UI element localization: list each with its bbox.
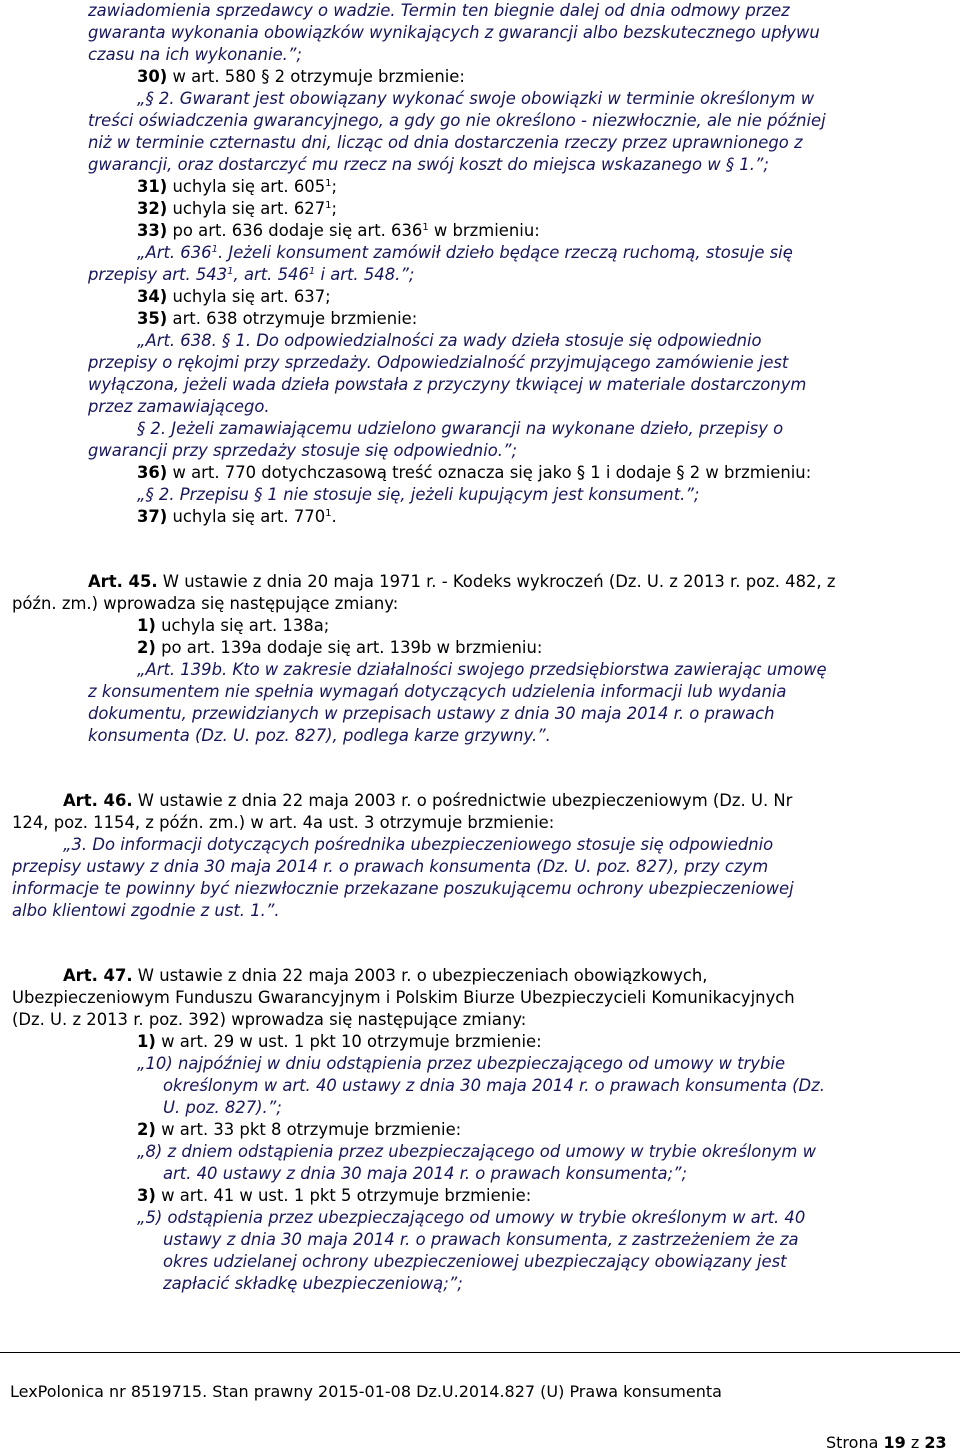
text-line <box>88 374 806 396</box>
superscript: 1 <box>325 508 332 519</box>
item-number: 36) <box>137 463 168 482</box>
item-number: 37) <box>137 507 168 526</box>
text-run: „Art. 636 <box>137 243 212 262</box>
superscript: 1 <box>325 178 332 189</box>
superscript: 1 <box>211 244 218 255</box>
text-run: zawiadomienia sprzedawcy o wadzie. Termin ten biegnie dalej od dnia odmowy przez <box>88 1 790 20</box>
page-number-total: 23 <box>924 1433 947 1452</box>
superscript: 1 <box>308 266 316 277</box>
text-line <box>137 176 337 198</box>
text-line <box>88 154 769 176</box>
superscript: 1 <box>325 200 332 211</box>
text-run: „§ 2. Przepisu § 1 nie stosuje się, jeżeli kupującym jest konsument.”; <box>137 485 700 504</box>
text-run: zapłacić składkę ubezpieczeniową;”; <box>163 1274 463 1293</box>
text-line <box>137 66 465 88</box>
text-line <box>88 44 302 66</box>
text-line <box>88 440 517 462</box>
text-line <box>63 834 773 856</box>
item-number: 2) <box>137 1120 156 1139</box>
text-line <box>12 900 280 922</box>
text-run: uchyla się art. 605 <box>167 177 326 196</box>
text-run: . Jeżeli konsument zamówił dzieło będące rzeczą ruchomą, stosuje się <box>217 243 793 262</box>
text-line <box>137 1119 461 1141</box>
text-line <box>137 659 827 681</box>
text-run: uchyla się art. 138a; <box>155 616 330 635</box>
superscript: 1 <box>422 222 429 233</box>
text-run: . <box>331 507 337 526</box>
footer-source-text: LexPolonica nr 8519715. Stan prawny 2015-01-08 Dz.U.2014.827 (U) Prawa konsumenta <box>10 1382 722 1401</box>
page-number <box>826 1433 947 1452</box>
text-run: 124, poz. 1154, z późn. zm.) w art. 4a ust. 3 otrzymuje brzmienie: <box>12 813 555 832</box>
text-line <box>88 703 775 725</box>
text-run: w brzmieniu: <box>428 221 540 240</box>
item-number: 2) <box>137 638 156 657</box>
text-run: po art. 636 dodaje się art. 636 <box>167 221 423 240</box>
text-line <box>137 1053 785 1075</box>
text-line <box>137 484 699 506</box>
text-run: uchyla się art. 637; <box>167 287 331 306</box>
text-line <box>88 352 788 374</box>
item-number: 32) <box>137 199 168 218</box>
text-line <box>88 396 270 418</box>
text-run: U. poz. 827).”; <box>163 1098 282 1117</box>
text-line <box>137 242 793 264</box>
text-run: W ustawie z dnia 22 maja 2003 r. o pośrednictwie ubezpieczeniowym (Dz. U. Nr <box>132 791 793 810</box>
item-number: 3) <box>137 1186 156 1205</box>
text-line <box>163 1075 825 1097</box>
text-run: „5) odstąpienia przez ubezpieczającego od umowy w trybie określonym w art. 40 <box>137 1208 806 1227</box>
item-number: Art. 46. <box>63 791 133 810</box>
text-run: gwarancji przy sprzedaży stosuje się odpowiednio.”; <box>88 441 518 460</box>
item-number: Art. 47. <box>63 966 133 985</box>
item-number: 31) <box>137 177 168 196</box>
text-run: „10) najpóźniej w dniu odstąpienia przez ubezpieczającego od umowy w trybie <box>137 1054 786 1073</box>
text-line <box>163 1229 799 1251</box>
item-number: 1) <box>137 1032 156 1051</box>
text-run: albo klientowi zgodnie z ust. 1.”. <box>12 901 280 920</box>
page-number-prefix: Strona <box>826 1433 884 1452</box>
text-line <box>88 571 835 593</box>
text-run: przepisy ustawy z dnia 30 maja 2014 r. o prawach konsumenta (Dz. U. poz. 827), przy czym <box>12 857 769 876</box>
text-line <box>12 987 795 1009</box>
item-number: 1) <box>137 616 156 635</box>
text-run: „Art. 139b. Kto w zakresie działalności swojego przedsiębiorstwa zawierając umowę <box>137 660 827 679</box>
text-run: gwarancji, oraz dostarczyć mu rzecz na swój koszt do miejsca wskazanego w § 1.”; <box>88 155 769 174</box>
text-run: uchyla się art. 627 <box>167 199 326 218</box>
text-line <box>137 1207 805 1229</box>
text-line <box>137 418 783 440</box>
text-line <box>137 1141 816 1163</box>
text-run: późn. zm.) wprowadza się następujące zmiany: <box>12 594 399 613</box>
text-run: § 2. Jeżeli zamawiającemu udzielono gwarancji na wykonane dzieło, przepisy o <box>137 419 784 438</box>
text-line <box>137 286 331 308</box>
text-line <box>12 1009 526 1031</box>
text-run: uchyla się art. 770 <box>167 507 326 526</box>
text-run: „Art. 638. § 1. Do odpowiedzialności za wady dzieła stosuje się odpowiednio <box>137 331 762 350</box>
text-line <box>88 132 803 154</box>
text-run: określonym w art. 40 ustawy z dnia 30 maja 2014 r. o prawach konsumenta (Dz. <box>163 1076 825 1095</box>
text-run: „3. Do informacji dotyczących pośrednika ubezpieczeniowego stosuje się odpowiednio <box>63 835 774 854</box>
text-run: wyłączona, jeżeli wada dzieła powstała z przyczyny tkwiącej w materiale dostarczonym <box>88 375 807 394</box>
text-run: Ubezpieczeniowym Funduszu Gwarancyjnym i Polskim Biurze Ubezpieczycieli Komunikacyjnych <box>12 988 795 1007</box>
text-run: przez zamawiającego. <box>88 397 270 416</box>
text-line <box>137 308 417 330</box>
text-line <box>163 1097 282 1119</box>
text-run: czasu na ich wykonanie.”; <box>88 45 302 64</box>
text-line <box>88 0 790 22</box>
text-line <box>12 878 794 900</box>
text-line <box>163 1163 687 1185</box>
text-run: z konsumentem nie spełnia wymagań dotyczących udzielenia informacji lub wydania <box>88 682 787 701</box>
text-line <box>137 1185 531 1207</box>
text-run: ; <box>331 199 338 218</box>
text-run: w art. 770 dotychczasową treść oznacza się jako § 1 i dodaje § 2 w brzmieniu: <box>167 463 812 482</box>
text-line <box>137 1031 542 1053</box>
text-run: konsumenta (Dz. U. poz. 827), podlega karze grzywny.”. <box>88 726 551 745</box>
text-run: przepisy art. 543 <box>88 265 228 284</box>
text-line <box>88 110 826 132</box>
text-run: treści oświadczenia gwarancyjnego, a gdy go nie określono - niezwłocznie, ale nie później <box>88 111 826 130</box>
text-line <box>137 88 814 110</box>
page-number-separator: z <box>905 1433 925 1452</box>
text-run: ustawy z dnia 30 maja 2014 r. o prawach konsumenta, z zastrzeżeniem że za <box>163 1230 799 1249</box>
text-line <box>88 725 551 747</box>
text-run: niż w terminie czternastu dni, licząc od dnia dostarczenia rzeczy przez uprawnionego z <box>88 133 803 152</box>
text-line <box>88 681 786 703</box>
text-line <box>163 1251 787 1273</box>
text-line <box>163 1273 463 1295</box>
text-line <box>63 790 792 812</box>
text-run: w art. 580 § 2 otrzymuje brzmienie: <box>167 67 465 86</box>
text-run: przepisy o rękojmi przy sprzedaży. Odpowiedzialność przyjmującego zamówienie jest <box>88 353 789 372</box>
text-run: , art. 546 <box>233 265 309 284</box>
text-line <box>137 506 337 528</box>
text-run: po art. 139a dodaje się art. 139b w brzmieniu: <box>155 638 543 657</box>
text-line <box>12 812 554 834</box>
text-run: informacje te powinny być niezwłocznie przekazane poszukującemu ochrony ubezpieczeniowej <box>12 879 794 898</box>
text-line <box>137 330 762 352</box>
text-run: w art. 33 pkt 8 otrzymuje brzmienie: <box>155 1120 462 1139</box>
text-run: w art. 41 w ust. 1 pkt 5 otrzymuje brzmienie: <box>155 1186 532 1205</box>
text-run: art. 40 ustawy z dnia 30 maja 2014 r. o prawach konsumenta;”; <box>163 1164 688 1183</box>
text-run: (Dz. U. z 2013 r. poz. 392) wprowadza się następujące zmiany: <box>12 1010 527 1029</box>
text-line <box>88 264 414 286</box>
text-run: „8) z dniem odstąpienia przez ubezpieczającego od umowy w trybie określonym w <box>137 1142 816 1161</box>
footer-source <box>10 1382 722 1401</box>
page-number-current: 19 <box>883 1433 906 1452</box>
item-number: 35) <box>137 309 168 328</box>
superscript: 1 <box>227 266 234 277</box>
text-line <box>137 615 329 637</box>
text-run: w art. 29 w ust. 1 pkt 10 otrzymuje brzmienie: <box>155 1032 542 1051</box>
text-run: ; <box>331 177 338 196</box>
text-line <box>137 220 540 242</box>
text-line <box>137 462 811 484</box>
text-run: W ustawie z dnia 22 maja 2003 r. o ubezpieczeniach obowiązkowych, <box>132 966 708 985</box>
text-line <box>12 593 398 615</box>
text-run: W ustawie z dnia 20 maja 1971 r. - Kodeks wykroczeń (Dz. U. z 2013 r. poz. 482, z <box>157 572 836 591</box>
text-run: okres udzielanej ochrony ubezpieczeniowej ubezpieczający obowiązany jest <box>163 1252 787 1271</box>
text-run: gwaranta wykonania obowiązków wynikających z gwarancji albo bezskutecznego upływu <box>88 23 820 42</box>
text-line <box>137 637 542 659</box>
text-line <box>12 856 768 878</box>
item-number: 34) <box>137 287 168 306</box>
item-number: 30) <box>137 67 168 86</box>
text-run: „§ 2. Gwarant jest obowiązany wykonać swoje obowiązki w terminie określonym w <box>137 89 815 108</box>
text-line <box>63 965 708 987</box>
text-run: i art. 548.”; <box>315 265 415 284</box>
footer-divider <box>0 1352 960 1353</box>
text-line <box>137 198 337 220</box>
text-run: art. 638 otrzymuje brzmienie: <box>167 309 418 328</box>
text-run: dokumentu, przewidzianych w przepisach ustawy z dnia 30 maja 2014 r. o prawach <box>88 704 775 723</box>
text-line <box>88 22 820 44</box>
item-number: Art. 45. <box>88 572 158 591</box>
item-number: 33) <box>137 221 168 240</box>
